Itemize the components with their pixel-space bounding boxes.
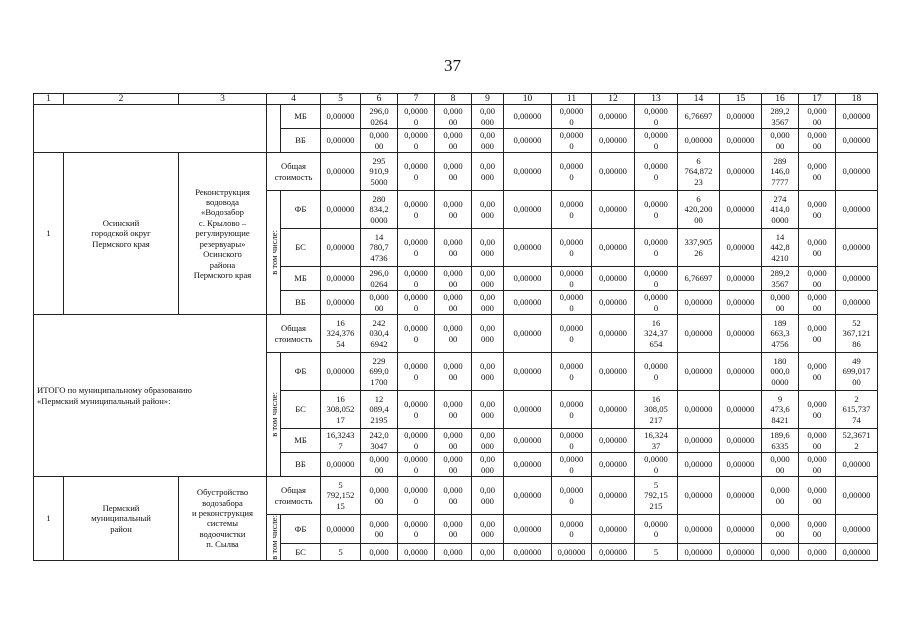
value-cell: 0,00000 <box>321 453 361 477</box>
value-cell: 0,00000 <box>836 267 878 291</box>
value-cell: 296,0 0264 <box>361 267 398 291</box>
value-cell: 0,00 000 <box>472 129 504 153</box>
value-cell: 0,00 000 <box>472 477 504 515</box>
value-cell: 2 615,737 74 <box>836 391 878 429</box>
value-cell: 0,0000 0 <box>552 353 592 391</box>
total-cost-label: Общая стоимость <box>267 153 321 191</box>
value-cell: 0,000 00 <box>799 353 836 391</box>
value-cell: 0,00000 <box>836 105 878 129</box>
source-label: БС <box>281 229 321 267</box>
value-cell: 0,0000 0 <box>552 129 592 153</box>
value-cell: 0,000 <box>799 543 836 560</box>
column-header: 14 <box>678 94 720 105</box>
value-cell: 0,000 <box>762 543 799 560</box>
value-cell: 52 367,121 86 <box>836 315 878 353</box>
value-cell: 0,00000 <box>720 129 762 153</box>
total-cost-label: Общая стоимость <box>267 477 321 515</box>
total-label: ИТОГО по муниципальному образованию «Пермский муниципальный район»: <box>34 315 267 477</box>
value-cell: 0,0000 0 <box>552 153 592 191</box>
value-cell: 0,0000 0 <box>552 477 592 515</box>
value-cell: 0,00000 <box>504 153 552 191</box>
value-cell: 5 792,15 215 <box>635 477 678 515</box>
table-row <box>34 105 878 129</box>
value-cell: 0,00000 <box>592 229 635 267</box>
value-cell: 0,00000 <box>592 105 635 129</box>
source-label: МБ <box>281 267 321 291</box>
value-cell: 0,00000 <box>836 543 878 560</box>
value-cell: 0,00 000 <box>472 391 504 429</box>
value-cell: 0,0000 0 <box>398 105 435 129</box>
value-cell: 0,0000 0 <box>398 515 435 544</box>
value-cell: 289,2 3567 <box>762 267 799 291</box>
value-cell: 16,3243 7 <box>321 429 361 453</box>
value-cell: 0,000 00 <box>361 291 398 315</box>
including-label <box>267 353 281 477</box>
value-cell: 0,00000 <box>504 353 552 391</box>
value-cell: 0,00 000 <box>472 191 504 229</box>
value-cell: 0,00 000 <box>472 105 504 129</box>
value-cell: 16 308,052 17 <box>321 391 361 429</box>
value-cell: 0,000 00 <box>435 191 472 229</box>
value-cell: 0,000 00 <box>435 453 472 477</box>
value-cell: 0,000 00 <box>799 105 836 129</box>
value-cell: 0,0000 0 <box>398 229 435 267</box>
value-cell: 0,00000 <box>720 515 762 544</box>
value-cell: 229 699,0 1700 <box>361 353 398 391</box>
value-cell: 0,000 00 <box>762 453 799 477</box>
value-cell: 0,00000 <box>592 153 635 191</box>
value-cell: 0,000 00 <box>799 191 836 229</box>
value-cell: 242 030,4 6942 <box>361 315 398 353</box>
value-cell: 0,0000 0 <box>552 429 592 453</box>
including-label <box>267 515 281 561</box>
value-cell: 0,00000 <box>504 477 552 515</box>
including-label-text: в том числе: <box>268 230 279 275</box>
value-cell: 0,00000 <box>720 105 762 129</box>
value-cell: 0,000 00 <box>799 477 836 515</box>
value-cell: 189 663,3 4756 <box>762 315 799 353</box>
value-cell: 0,00000 <box>720 391 762 429</box>
page-number: 37 <box>444 56 461 75</box>
value-cell: 16 324,37 654 <box>635 315 678 353</box>
value-cell: 0,000 00 <box>799 315 836 353</box>
table-row <box>34 477 878 515</box>
value-cell: 0,0000 0 <box>552 515 592 544</box>
value-cell: 0,0000 0 <box>635 105 678 129</box>
value-cell: 0,000 00 <box>435 105 472 129</box>
value-cell: 0,000 00 <box>435 291 472 315</box>
value-cell: 0,0000 0 <box>398 453 435 477</box>
value-cell: 0,00000 <box>678 543 720 560</box>
value-cell: 0,0000 0 <box>635 291 678 315</box>
value-cell: 0,00000 <box>836 153 878 191</box>
continuation-cell <box>34 105 267 153</box>
value-cell: 189,6 6335 <box>762 429 799 453</box>
municipality-name: Пермский муниципальный район <box>64 477 179 561</box>
row-number: 1 <box>34 153 64 315</box>
value-cell: 0,00000 <box>321 515 361 544</box>
source-label: ФБ <box>281 515 321 544</box>
value-cell: 0,00 <box>472 543 504 560</box>
value-cell: 0,000 00 <box>435 391 472 429</box>
value-cell: 0,00 000 <box>472 453 504 477</box>
value-cell: 0,00000 <box>836 229 878 267</box>
value-cell: 0,0000 0 <box>552 453 592 477</box>
value-cell: 0,00000 <box>321 191 361 229</box>
source-label: БС <box>281 543 321 560</box>
column-header: 3 <box>179 94 267 105</box>
value-cell: 280 834,2 0000 <box>361 191 398 229</box>
value-cell: 0,00000 <box>504 229 552 267</box>
value-cell: 0,000 00 <box>799 453 836 477</box>
value-cell: 0,00000 <box>836 129 878 153</box>
value-cell: 274 414,0 0000 <box>762 191 799 229</box>
source-label: ВБ <box>281 129 321 153</box>
value-cell: 0,000 00 <box>762 477 799 515</box>
value-cell: 0,00 000 <box>472 153 504 191</box>
value-cell: 0,00000 <box>720 291 762 315</box>
including-label <box>267 191 281 315</box>
project-name: Обустройство водозабора и реконструкция системы водоочистки п. Сылва <box>179 477 267 561</box>
column-header: 6 <box>361 94 398 105</box>
table-row <box>34 153 878 191</box>
value-cell: 0,000 00 <box>361 129 398 153</box>
value-cell: 0,0000 0 <box>552 315 592 353</box>
value-cell: 0,0000 0 <box>398 267 435 291</box>
value-cell: 0,0000 0 <box>635 229 678 267</box>
value-cell: 289 146,0 7777 <box>762 153 799 191</box>
value-cell: 0,00000 <box>678 129 720 153</box>
column-header: 11 <box>552 94 592 105</box>
value-cell: 0,00 000 <box>472 315 504 353</box>
value-cell: 16 308,05 217 <box>635 391 678 429</box>
value-cell: 0,0000 0 <box>398 191 435 229</box>
value-cell: 0,0000 0 <box>398 315 435 353</box>
value-cell: 0,00000 <box>504 291 552 315</box>
value-cell: 0,000 <box>361 543 398 560</box>
value-cell: 0,000 00 <box>361 453 398 477</box>
column-header: 12 <box>592 94 635 105</box>
value-cell: 0,0000 0 <box>552 291 592 315</box>
value-cell: 0,00000 <box>720 429 762 453</box>
value-cell: 0,0000 0 <box>398 391 435 429</box>
value-cell: 0,00 000 <box>472 291 504 315</box>
value-cell: 0,00000 <box>592 267 635 291</box>
value-cell: 0,000 00 <box>435 229 472 267</box>
value-cell: 0,00000 <box>720 353 762 391</box>
value-cell: 0,00000 <box>504 105 552 129</box>
value-cell: 0,000 00 <box>435 429 472 453</box>
value-cell: 0,0000 0 <box>635 453 678 477</box>
including-label-text: в том числе: <box>268 515 279 560</box>
value-cell: 0,00000 <box>321 105 361 129</box>
value-cell: 0,0000 0 <box>398 153 435 191</box>
value-cell: 0,0000 0 <box>398 353 435 391</box>
value-cell: 0,00000 <box>836 477 878 515</box>
value-cell: 0,0000 0 <box>635 353 678 391</box>
value-cell: 0,00000 <box>321 267 361 291</box>
value-cell: 0,00000 <box>678 391 720 429</box>
source-label: МБ <box>281 429 321 453</box>
value-cell: 0,000 00 <box>799 291 836 315</box>
value-cell: 337,905 26 <box>678 229 720 267</box>
value-cell: 0,00000 <box>504 129 552 153</box>
value-cell: 0,00000 <box>592 291 635 315</box>
value-cell: 0,00 000 <box>472 515 504 544</box>
column-header: 8 <box>435 94 472 105</box>
value-cell: 6 420,200 00 <box>678 191 720 229</box>
value-cell: 0,000 00 <box>799 153 836 191</box>
value-cell: 0,00000 <box>552 543 592 560</box>
value-cell: 0,00 000 <box>472 267 504 291</box>
column-header: 17 <box>799 94 836 105</box>
value-cell: 0,00000 <box>678 353 720 391</box>
value-cell: 0,00000 <box>592 129 635 153</box>
value-cell: 0,0000 0 <box>635 267 678 291</box>
value-cell: 0,00000 <box>678 477 720 515</box>
value-cell: 0,000 00 <box>435 477 472 515</box>
value-cell: 0,000 00 <box>799 267 836 291</box>
value-cell: 0,0000 0 <box>552 267 592 291</box>
value-cell: 0,000 00 <box>435 153 472 191</box>
column-header: 13 <box>635 94 678 105</box>
source-label: ВБ <box>281 453 321 477</box>
value-cell: 0,00000 <box>720 191 762 229</box>
value-cell: 0,000 00 <box>435 353 472 391</box>
value-cell: 0,000 00 <box>799 391 836 429</box>
value-cell: 0,0000 0 <box>398 477 435 515</box>
value-cell: 0,00000 <box>720 229 762 267</box>
column-header: 5 <box>321 94 361 105</box>
value-cell: 0,000 00 <box>435 267 472 291</box>
value-cell: 0,00000 <box>678 429 720 453</box>
value-cell: 9 473,6 8421 <box>762 391 799 429</box>
value-cell: 0,00000 <box>678 453 720 477</box>
value-cell: 0,00000 <box>504 315 552 353</box>
source-label: ВБ <box>281 291 321 315</box>
column-header: 16 <box>762 94 799 105</box>
value-cell: 0,00000 <box>321 153 361 191</box>
including-gap-cell <box>267 105 281 153</box>
value-cell: 0,00000 <box>504 429 552 453</box>
value-cell: 180 000,0 0000 <box>762 353 799 391</box>
value-cell: 0,00000 <box>592 515 635 544</box>
total-cost-label: Общая стоимость <box>267 315 321 353</box>
value-cell: 5 792,152 15 <box>321 477 361 515</box>
value-cell: 52,3671 2 <box>836 429 878 453</box>
value-cell: 0,00 000 <box>472 429 504 453</box>
value-cell: 0,000 00 <box>799 229 836 267</box>
value-cell: 0,00000 <box>321 129 361 153</box>
value-cell: 0,00000 <box>678 315 720 353</box>
value-cell: 0,00000 <box>504 391 552 429</box>
value-cell: 0,00000 <box>504 453 552 477</box>
value-cell: 0,000 00 <box>799 429 836 453</box>
value-cell: 6 764,872 23 <box>678 153 720 191</box>
value-cell: 5 <box>635 543 678 560</box>
column-header: 9 <box>472 94 504 105</box>
value-cell: 0,0000 0 <box>398 129 435 153</box>
row-number: 1 <box>34 477 64 561</box>
source-label: МБ <box>281 105 321 129</box>
value-cell: 0,00000 <box>592 391 635 429</box>
column-header: 2 <box>64 94 179 105</box>
value-cell: 0,00000 <box>678 515 720 544</box>
column-header: 10 <box>504 94 552 105</box>
value-cell: 49 699,017 00 <box>836 353 878 391</box>
value-cell: 0,00000 <box>592 191 635 229</box>
value-cell: 0,00000 <box>321 353 361 391</box>
source-label: ФБ <box>281 191 321 229</box>
value-cell: 0,0000 0 <box>635 129 678 153</box>
value-cell: 6,76697 <box>678 267 720 291</box>
value-cell: 0,00000 <box>592 353 635 391</box>
value-cell: 0,000 <box>435 543 472 560</box>
including-label-text: в том числе: <box>268 392 279 437</box>
value-cell: 0,00000 <box>592 543 635 560</box>
value-cell: 0,000 00 <box>762 129 799 153</box>
value-cell: 0,0000 0 <box>635 515 678 544</box>
value-cell: 0,00000 <box>720 477 762 515</box>
value-cell: 0,00000 <box>592 453 635 477</box>
value-cell: 0,000 00 <box>435 315 472 353</box>
table-row <box>34 315 878 353</box>
value-cell: 0,00000 <box>720 267 762 291</box>
value-cell: 0,00000 <box>504 543 552 560</box>
value-cell: 0,00000 <box>836 515 878 544</box>
value-cell: 0,000 00 <box>435 515 472 544</box>
value-cell: 0,00 000 <box>472 229 504 267</box>
value-cell: 0,000 00 <box>799 129 836 153</box>
column-header: 18 <box>836 94 878 105</box>
budget-table <box>33 93 878 561</box>
value-cell: 0,000 00 <box>361 515 398 544</box>
value-cell: 0,0000 0 <box>635 191 678 229</box>
value-cell: 0,0000 0 <box>552 105 592 129</box>
value-cell: 0,00000 <box>720 543 762 560</box>
municipality-name: Осинский городской округ Пермского края <box>64 153 179 315</box>
value-cell: 0,0000 0 <box>552 391 592 429</box>
value-cell: 0,0000 0 <box>635 153 678 191</box>
source-label: ФБ <box>281 353 321 391</box>
value-cell: 242,0 3047 <box>361 429 398 453</box>
column-header: 7 <box>398 94 435 105</box>
value-cell: 0,0000 0 <box>552 229 592 267</box>
value-cell: 0,00000 <box>321 291 361 315</box>
value-cell: 0,0000 <box>398 543 435 560</box>
value-cell: 16 324,376 54 <box>321 315 361 353</box>
value-cell: 0,00000 <box>504 191 552 229</box>
value-cell: 295 910,9 5000 <box>361 153 398 191</box>
project-name: Реконструкция водовода «Водозабор с. Крылово – регулирующие резервуары» Осинского района Пермского края <box>179 153 267 315</box>
value-cell: 0,00000 <box>504 267 552 291</box>
value-cell: 0,0000 0 <box>398 291 435 315</box>
value-cell: 0,00 000 <box>472 353 504 391</box>
value-cell: 6,76697 <box>678 105 720 129</box>
value-cell: 0,00000 <box>592 477 635 515</box>
column-header: 15 <box>720 94 762 105</box>
value-cell: 14 442,8 4210 <box>762 229 799 267</box>
value-cell: 0,000 00 <box>435 129 472 153</box>
value-cell: 0,00000 <box>836 453 878 477</box>
value-cell: 0,00000 <box>592 315 635 353</box>
value-cell: 0,000 00 <box>762 515 799 544</box>
column-header: 1 <box>34 94 64 105</box>
value-cell: 0,00000 <box>720 153 762 191</box>
value-cell: 289,2 3567 <box>762 105 799 129</box>
value-cell: 12 089,4 2195 <box>361 391 398 429</box>
column-header: 4 <box>267 94 321 105</box>
value-cell: 0,00000 <box>720 315 762 353</box>
value-cell: 0,0000 0 <box>398 429 435 453</box>
value-cell: 0,000 00 <box>762 291 799 315</box>
value-cell: 296,0 0264 <box>361 105 398 129</box>
value-cell: 5 <box>321 543 361 560</box>
value-cell: 0,00000 <box>678 291 720 315</box>
source-label: БС <box>281 391 321 429</box>
value-cell: 0,00000 <box>720 453 762 477</box>
value-cell: 0,00000 <box>836 291 878 315</box>
value-cell: 0,0000 0 <box>552 191 592 229</box>
value-cell: 0,000 00 <box>361 477 398 515</box>
value-cell: 16,324 37 <box>635 429 678 453</box>
value-cell: 0,00000 <box>836 191 878 229</box>
table-row <box>34 94 878 105</box>
value-cell: 0,00000 <box>592 429 635 453</box>
value-cell: 14 780,7 4736 <box>361 229 398 267</box>
value-cell: 0,00000 <box>321 229 361 267</box>
value-cell: 0,000 00 <box>799 515 836 544</box>
value-cell: 0,00000 <box>504 515 552 544</box>
